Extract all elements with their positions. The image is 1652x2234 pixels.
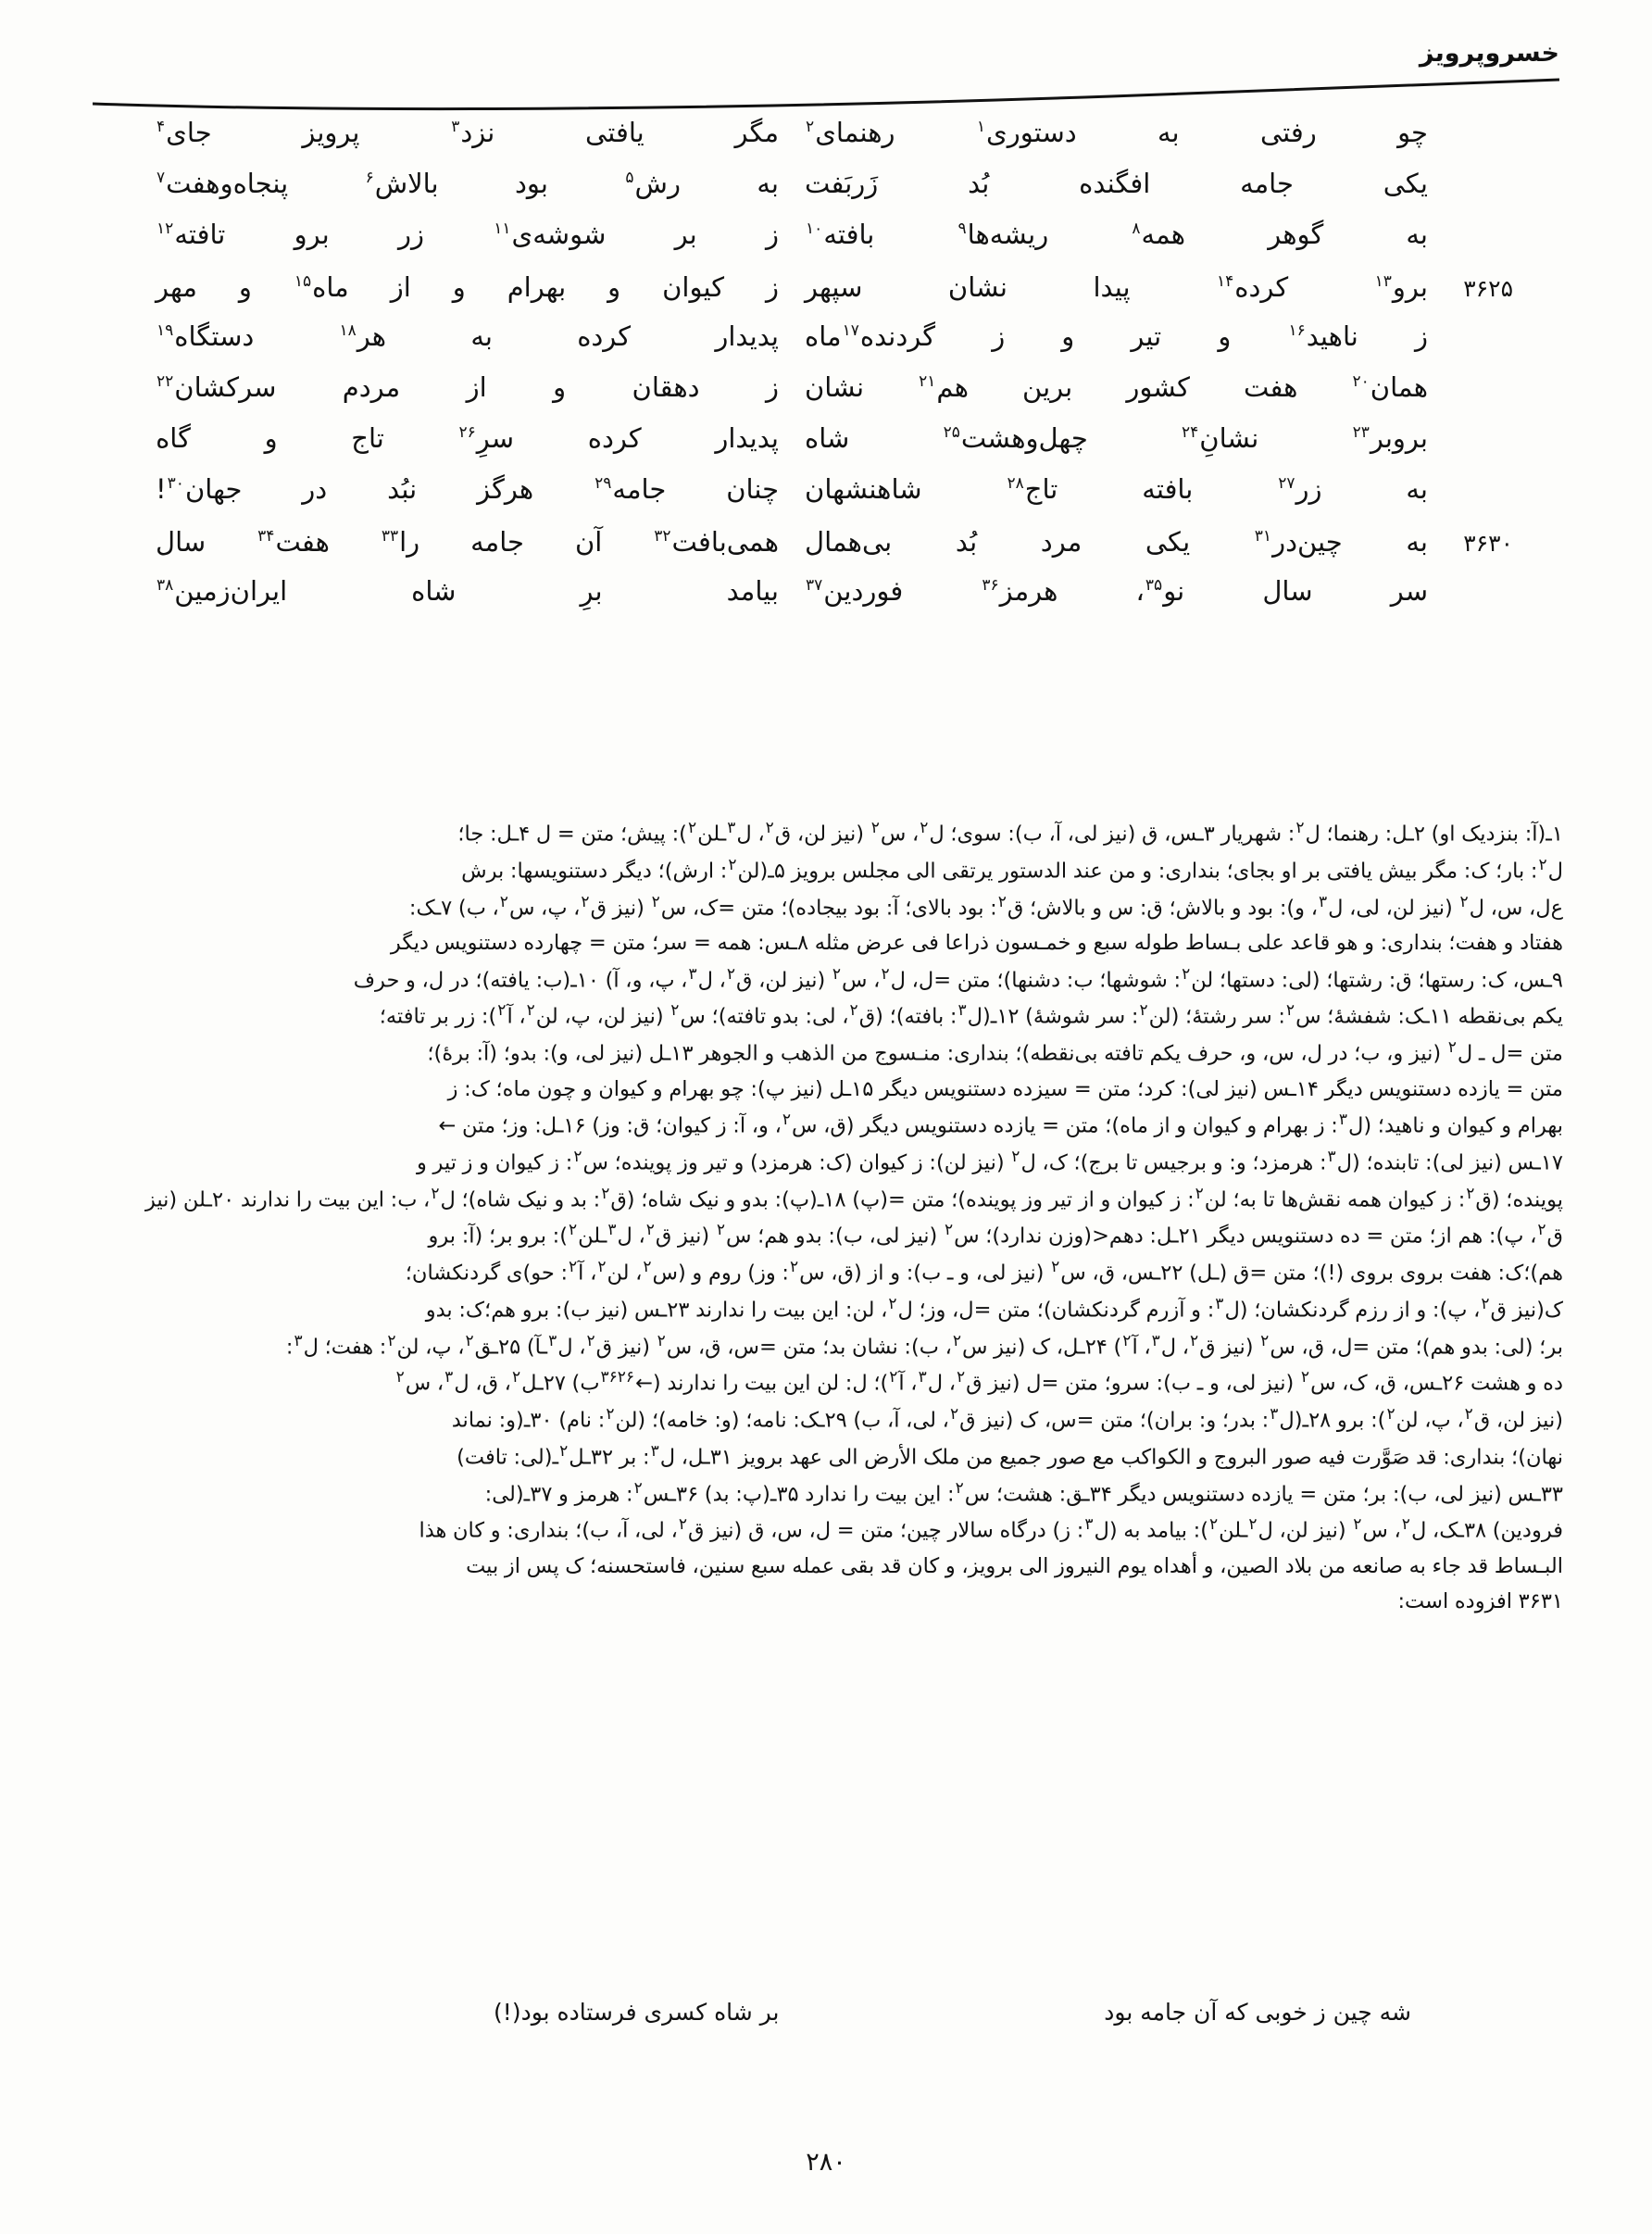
hemistich-first: به گوهر همه$^۸$ ریشه‌ها$^۹$ بافته$^{۱۰}$	[806, 219, 1428, 250]
hemistich-first: برو‌بر$^{۲۳}$ نشانِ$^{۲۴}$ چهل‌وهشت$^{۲۵}$ شاه	[805, 422, 1428, 454]
verse-number	[1428, 189, 1513, 193]
hemistich-first: همان$^{۲۰}$ هفت کشور برین هم$^{۲۱}$ نشان	[805, 371, 1428, 403]
apparatus-line: ۳۶۳۱ افزوده است:	[1397, 1589, 1563, 1614]
apparatus-line: ۱ـ(آ: بنزدیک او) ۲ـل: رهنما؛ ل$^۲$: شهریار ۳ـس، ق (نیز لی، آ، ب): سوی؛ ل$^۲$، س$^۲$ (نیز لن، ق$^۲$، ل$^۳$ـلن$^۲$): پیش؛ متن = ل ۴ـل: جا؛	[457, 819, 1563, 847]
verse-number	[1428, 444, 1513, 447]
apparatus-line: البـساط قد جاء به صانعه من بلاد الصین، و أهداه يوم النيروز الی برویز، و کان قد بقی عمله سبع سنین، فاستحسنه؛ ک پس از بیت	[466, 1554, 1563, 1578]
running-title: خسروپرویز	[1419, 39, 1559, 68]
verse-line	[139, 577, 1513, 628]
hemistich-first: برو$^{۱۳}$ کرده$^{۱۴}$ پیدا نشان سپهر	[805, 271, 1428, 303]
verse-line	[139, 424, 1513, 475]
apparatus-line: یکم بی‌نقطه ۱۱ـک: شفشهٔ؛ س$^۲$: سر رشتهٔ؛ (لن$^۲$: سر شوشهٔ) ۱۲ـ(ل$^۳$: بافته)؛ (ق$^۲$، لی: بدو تافته)؛ س$^۲$ (نیز لن، پ، لن$^۲$، آ$^۲$): زر بر تافته؛	[379, 1001, 1563, 1029]
hemistich-first: یکی جامه افگنده بُد زَربَفت	[805, 168, 1428, 199]
apparatus-line: نهان)؛ بنداری: قد صَوَّرت فیه صور البروج و الکواکب مع صور جميع من ملک الأرض الی عهد برویز ۳۱ـل، ل$^۳$: بر ۳۲ـل$^۲$ـ(لی: تافت)	[457, 1441, 1563, 1470]
verse-number	[1428, 393, 1513, 396]
hemistich-first: به زر$^{۲۷}$ بافته تاج$^{۲۸}$ شاهنشهان	[805, 473, 1428, 505]
apparatus-line: ق$^۲$، پ): هم از؛ متن = ده دستنویس دیگر ۲۱ـل: دهم<(وزن ندارد)؛ س$^۲$ (نیز لی، ب): بدو هم؛ س$^۲$ (نیز ق$^۲$، ل$^۳$ـلن$^۲$): برو بر؛ (آ: برو	[428, 1221, 1563, 1249]
verse-number	[1428, 596, 1513, 600]
verse-line	[139, 475, 1513, 526]
running-header	[93, 39, 1559, 113]
verse-number	[1428, 138, 1513, 142]
apparatus-line: ۳۳ـس (نیز لی، ب): بر؛ متن = یازده دستنویس دیگر ۳۴ـق: هشت؛ س$^۲$: این بیت را ندارد ۳۵ـ(پ: بد) ۳۶ـس$^۲$: هرمز و ۳۷ـ(لی:	[484, 1478, 1563, 1506]
hemistich-second: چنان جامه$^{۲۹}$ هرگز نبُد در جهان$^{۳۰}$!	[156, 473, 779, 505]
added-verse-hemistich-1: شه چین ز خوبی که آن جامه بود	[1104, 1999, 1411, 2026]
verse-line	[139, 526, 1513, 577]
apparatus-body	[89, 815, 1563, 1620]
verse-line	[139, 373, 1513, 424]
apparatus-line: هفتاد و هفت؛ بنداری: و هو قاعد علی بـساط طوله سبع و خمـسون ذراعا فی عرض مثله ۸ـس: همه = سر؛ متن = چهارده دستنویس دیگر	[390, 931, 1563, 956]
hemistich-first: سر سال نو$^{۳۵}$، هرمز$^{۳۶}$ فوردین$^{۳۷}$	[806, 575, 1428, 607]
apparatus-line: ۱۷ـس (نیز لی): تابنده؛ (ل$^۳$: هرمزد؛ و: و برجیس تا برج)؛ ک، ل$^۲$ (نیز لن): ز کیوان (ک: هرمزد) و تیر وز پوینده؛ س$^۲$: ز کیوان و ز تیر و	[417, 1147, 1563, 1175]
hemistich-second: به رش$^۵$ بود بالاش$^۶$ پنجاه‌وهفت$^۷$	[156, 168, 779, 199]
verse-line	[139, 169, 1513, 220]
verse-line	[139, 119, 1513, 169]
apparatus-line: بر؛ (لی: بدو هم)؛ متن =ل، ق، س$^۲$ (نیز ق$^۲$، ل$^۳$، آ$^۲$) ۲۴ـل، ک (نیز س$^۲$، ب): نشان بد؛ متن =س، ق، س$^۲$ (نیز ق$^۲$، ل$^۳$ـآ) ۲۵ـق$^۲$، پ، لن$^۲$: هفت؛ ل$^۳$:	[285, 1331, 1563, 1359]
hemistich-first: چو رفتی به دستوری$^۱$ رهنمای$^۲$	[806, 117, 1428, 148]
apparatus-line: ع‌ل، س، ل$^۲$ (نیز لن، لی، ل$^۳$، و): بود و بالاش؛ ق: س و بالاش؛ ق$^۲$: بود بالای؛ آ: بود بیجاده)؛ متن =ک، س$^۲$ (نیز ق$^۲$، پ، س$^۲$، ب) ۷ـک:	[408, 892, 1563, 920]
hemistich-second: پدیدار کرده به هر$^{۱۸}$ دستگاه$^{۱۹}$	[156, 320, 779, 352]
hemistich-second: پدیدار کرده سرِ$^{۲۶}$ تاج و گاه	[156, 422, 779, 454]
verse-line	[139, 220, 1513, 271]
apparatus-line: ۹ـس، ک: رستها؛ ق: رشتها؛ (لی: دستها؛ لن$^۲$: شوشها؛ ب: دشنها)؛ متن =ل، ل$^۲$، س$^۲$ (نیز لن، ق$^۲$، ل$^۳$، پ، و، آ) ۱۰ـ(ب: یافته)؛ در ل، و حرف	[353, 964, 1563, 992]
hemistich-first: به چین‌در$^{۳۱}$ یکی مرد بُد بی‌همال	[805, 526, 1428, 558]
verse-number	[1428, 240, 1513, 244]
apparatus-line: متن = یازده دستنویس دیگر ۱۴ـس (نیز لی): کرد؛ متن = سیزده دستنویس دیگر ۱۵ـل (نیز پ): چو بهرام و کیوان و چون ماه؛ ک: ز	[447, 1076, 1563, 1101]
hemistich-second: ز دهقان و از مردم سرکشان$^{۲۲}$	[156, 371, 779, 403]
hemistich-second: همی‌بافت$^{۳۲}$ آن جامه را$^{۳۳}$ هفت$^{۳۴}$ سال	[156, 526, 779, 558]
verse-number	[1428, 342, 1513, 345]
header-rule	[93, 76, 1559, 117]
apparatus-line: فرودین) ۳۸ـک، ل$^۲$، س$^۲$ (نیز لن، ل$^۲$ـلن$^۲$): بیامد به (ل$^۳$: ز) درگاه سالار چین؛ متن = ل، س، ق (نیز ق$^۲$، لی، آ، ب)؛ بنداری: و کان هذا	[419, 1515, 1563, 1543]
verse-number: ۳۶۳۰	[1463, 530, 1513, 557]
apparatus-line: ک(نیز ق$^۲$، پ): و از رزم گردنکشان؛ (ل$^۳$: و آزرم گردنکشان)؛ متن =ل، وز؛ ل$^۲$، لن: این بیت را ندارند ۲۳ـس (نیز ب): برو هم؛ک: بدو	[425, 1294, 1563, 1323]
hemistich-second: ز بر شوشه‌ی$^{۱۱}$ زر برو تافته$^{۱۲}$	[156, 219, 779, 250]
apparatus-line: پوینده؛ (ق$^۲$: ز کیوان همه نقش‌ها تا به؛ لن$^۲$: ز کیوان و از تیر وز پوینده)؛ متن =(پ) ۱۸ـ(پ): بدو و نیک شاه؛ (ق$^۲$: بد و نیک شاه)؛ ل$^۲$، ب: این بیت را ندارند ۲۰ـلن (نیز	[144, 1184, 1563, 1211]
critical-apparatus	[89, 815, 1563, 1620]
hemistich-second: بیامد برِ شاه ایران‌زمین$^{۳۸}$	[156, 575, 779, 607]
added-verse-block	[241, 1999, 1411, 2026]
verse-number: ۳۶۲۵	[1463, 275, 1513, 302]
added-verse-hemistich-2: بر شاه کسری فرستاده بود(!)	[494, 1999, 780, 2026]
page-number: ۲۸۰	[806, 2148, 846, 2177]
verse-section	[139, 117, 1513, 607]
verse-line	[139, 322, 1513, 373]
hemistich-first: ز ناهید$^{۱۶}$ و تیر و ز گردنده$^{۱۷}$ماه	[805, 320, 1428, 352]
apparatus-line: هم)؛ک: هفت بروی بروی (!)؛ متن =ق (ـل) ۲۲ـس، ق، س$^۲$ (نیز لی، و ـ ب): و از (ق، س$^۲$: وز) روم و (س$^۲$، لن$^۲$، آ$^۲$: حو)ی گردنکشان؛	[405, 1258, 1563, 1286]
apparatus-line: (نیز لن، ق$^۲$، پ، لن$^۲$): برو ۲۸ـ(ل$^۳$: بدر؛ و: بران)؛ متن =س، ک (نیز ق$^۲$، لی، آ، ب) ۲۹ـک: نامه؛ (و: خامه)؛ (لن$^۲$: نام) ۳۰ـ(و: نماند	[451, 1405, 1563, 1433]
verse-number	[1428, 495, 1513, 498]
apparatus-line: ده و هشت ۲۶ـس، ق، ک، س$^۲$ (نیز لی، و ـ ب): سرو؛ متن =ل (نیز ق$^۲$، ل$^۳$، آ$^۲$)؛ ل: لن این بیت را ندارند (←$^{۳۶۲۶}$ب) ۲۷ـل$^۲$، ق، ل$^۳$، س$^۲$	[395, 1368, 1563, 1396]
hemistich-second: مگر یافتی نزد$^۳$ پرویز جای$^۴$	[156, 117, 779, 148]
apparatus-line: بهرام و کیوان و ناهید؛ (ل$^۳$: ز بهرام و کیوان و از ماه)؛ متن = یازده دستنویس دیگر (ق، س$^۲$، و، آ: ز کیوان؛ ق: وز) ۱۶ـل: وز؛ متن ←	[438, 1111, 1563, 1138]
hemistich-second: ز کیوان و بهرام و از ماه$^{۱۵}$ و مهر	[156, 271, 779, 303]
apparatus-line: متن =ل ـ ل$^۲$ (نیز و، ب؛ در ل، س، و، حرف یکم تافته بی‌نقطه)؛ بنداری: منـسوج من الذهب و الجوهر ۱۳ـل (نیز لی، و): بدو؛ (آ: برهٔ)؛	[427, 1038, 1563, 1066]
verse-line	[139, 271, 1513, 322]
apparatus-line: ل$^۲$: بار؛ ک: مگر بیش یافتی بر او بجای؛ بنداری: و من عند الدستور یرتقی الی مجلس برویز ۵ـ(لن$^۲$: ارش)؛ دیگر دستنویسها: برش	[461, 855, 1563, 884]
